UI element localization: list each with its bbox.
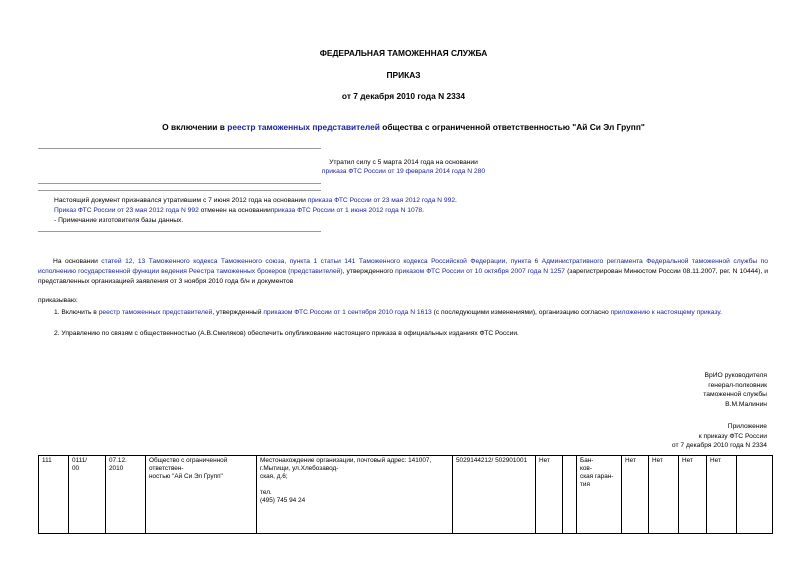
signature-line: генерал-полковник	[708, 381, 767, 389]
divider	[38, 190, 321, 191]
status-line-3: - Примечание изготовителя базы данных.	[54, 217, 184, 224]
appendix-line: к приказу ФТС России	[698, 432, 767, 440]
divider	[38, 231, 321, 232]
document-date: от 7 декабря 2010 года N 2334	[341, 91, 466, 101]
title-suffix: общества с ограниченной ответственностью "Ай Си Эл Групп"	[379, 122, 645, 132]
appendix-line: Приложение	[727, 423, 767, 430]
table-cell-organization: Общество с ограниченной ответствен- ностью "Ай Си Эл Групп"	[146, 456, 257, 534]
status-link-992[interactable]: приказа ФТС России от 23 мая 2012 года N 992	[307, 197, 456, 204]
title-registry-link[interactable]: реестр таможенных представителей	[227, 122, 380, 132]
table-cell-inn-kpp: 5029144212/ 502901001	[453, 456, 536, 534]
divider	[38, 148, 321, 149]
preamble-text: На основании	[53, 258, 102, 265]
repeal-notice-text: Утратил силу с 5 марта 2014 года на основании	[329, 159, 478, 166]
table-row	[39, 456, 773, 534]
repeal-notice	[0, 158, 807, 176]
item-text: (с последующими изменениями), организацию согласно	[431, 309, 611, 316]
order-word: приказываю:	[38, 297, 78, 304]
table-cell: Нет	[649, 456, 679, 534]
table-cell: Нет	[622, 456, 649, 534]
order-item-1	[54, 308, 768, 317]
agency-name: ФЕДЕРАЛЬНАЯ ТАМОЖЕННАЯ СЛУЖБА	[319, 48, 488, 58]
preamble-paragraph	[38, 257, 768, 287]
repeal-notice-link[interactable]: приказа ФТС России от 19 февраля 2014 года N 280	[321, 168, 486, 175]
appendix-header	[672, 422, 767, 451]
item-text: , утвержденный	[212, 309, 264, 316]
title-prefix: О включении в	[162, 122, 228, 132]
table-cell-guarantee: Бан- ков- ская гаран- тия	[577, 456, 622, 534]
item1-order-1613-link[interactable]: приказом ФТС России от 1 сентября 2010 года N 1613	[263, 309, 432, 316]
status-note	[54, 196, 457, 226]
preamble-link-articles[interactable]: статей 12, 13 Таможенного кодекса Таможенного союза, пункта 1 статьи 141 Таможенного кодекса Российской Федерации, пункта 6 Административного регламента Федеральной таможенной службы по исполнению государственной функции ведения Реестра таможенных брокеров (представителей)	[38, 258, 768, 275]
table-cell: Нет	[679, 456, 707, 534]
status-line-1	[54, 196, 457, 206]
status-text: отменен на основании	[198, 207, 271, 214]
registry-table	[38, 455, 773, 534]
signature-line: ВрИО руководителя	[704, 372, 767, 379]
table-cell: Нет	[707, 456, 737, 534]
status-line-2	[54, 206, 457, 216]
document-type: ПРИКАЗ	[386, 70, 421, 80]
status-link-992b[interactable]: Приказ ФТС России от 23 мая 2012 года N 992	[54, 207, 199, 214]
table-cell: Нет	[536, 456, 563, 534]
appendix-line: от 7 декабря 2010 года N 2334	[671, 442, 767, 449]
table-cell	[563, 456, 577, 534]
divider	[38, 183, 321, 184]
status-end: .	[455, 197, 457, 204]
item1-appendix-link[interactable]: приложению к настоящему приказу	[610, 309, 721, 316]
table-cell-date: 07.12. 2010	[106, 456, 146, 534]
table-cell-reg-number: 0111/ 00	[69, 456, 106, 534]
status-text: Настоящий документ признавался утратившим с 7 июня 2012 года на основании	[54, 197, 308, 204]
signature-line: В.М.Малинин	[725, 400, 767, 408]
status-end: .	[422, 207, 425, 214]
item-text: .	[720, 309, 722, 316]
item-text: 1. Включить в	[54, 309, 99, 316]
document-title	[0, 122, 807, 132]
status-link-1078[interactable]: приказа ФТС России от 1 июня 2012 года N 1078	[270, 207, 423, 214]
table-cell-number: 111	[39, 456, 69, 534]
signature-line: таможенной службы	[703, 391, 767, 398]
preamble-text: , утвержденного	[342, 268, 396, 275]
table-cell	[737, 456, 773, 534]
order-item-2: 2. Управлению по связям с общественностью (А.В.Смеляков) обеспечить опубликование настоящего приказа в официальных изданиях ФТС России.	[54, 330, 519, 337]
signature-block	[703, 371, 767, 409]
table-cell-address: Местонахождение организации, почтовый адрес: 141007, г.Мытищи, ул.Хлебозавод- ская, д.6; тел. (495) 745 94 24	[257, 456, 453, 534]
item1-registry-link[interactable]: реестр таможенных представителей	[98, 309, 213, 316]
preamble-link-order-1257[interactable]: приказом ФТС России от 10 октября 2007 года N 1257	[395, 268, 566, 275]
preamble-text: (зарегистрирован Минюстом России 08.11.2007, рег. N 10444), и представленных организацией заявления от 3 ноября 2010 года б/н и документов	[38, 268, 768, 285]
